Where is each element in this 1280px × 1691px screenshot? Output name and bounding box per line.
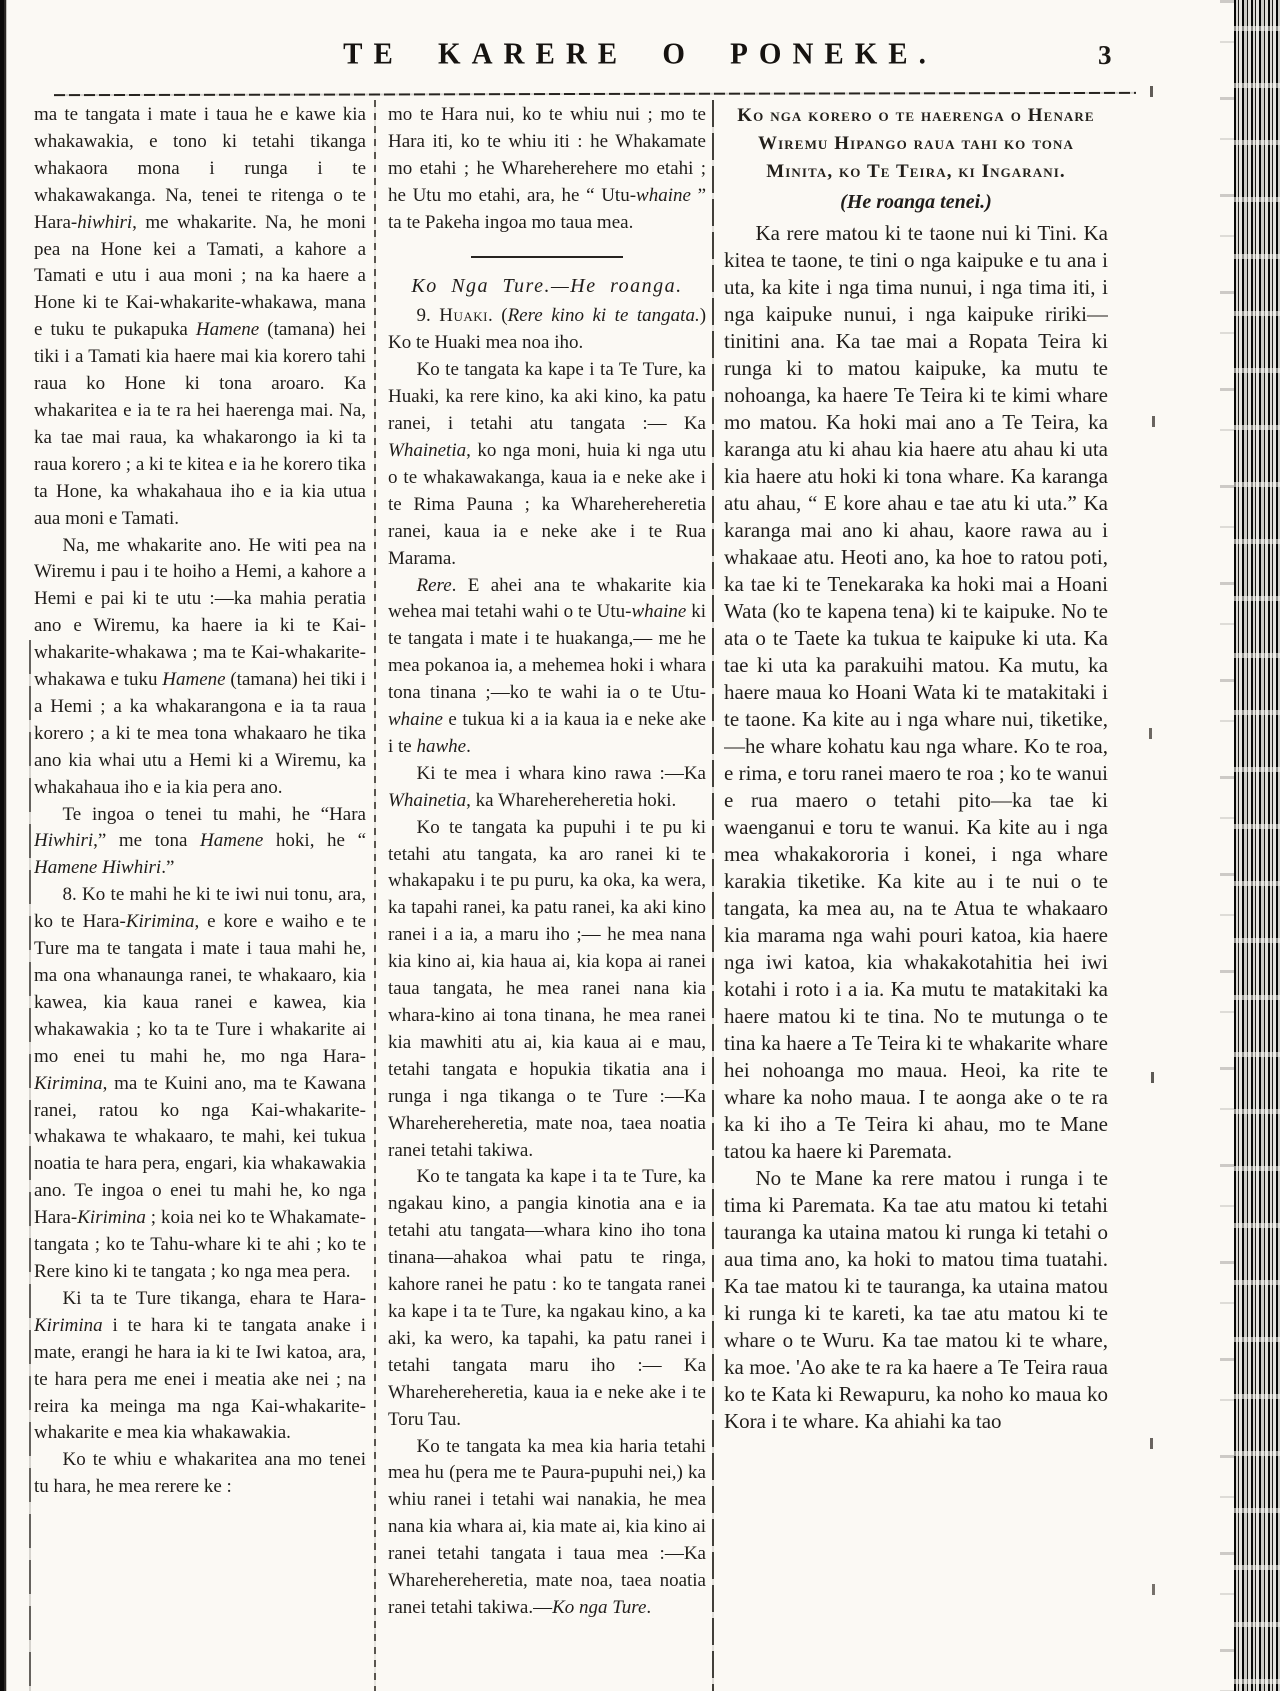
scan-speck-artifacts bbox=[1150, 86, 1153, 97]
paragraph: Na, me whakarite ano. He witi pea na Wiremu i pau i te hoiho a Hemi, a kahore a Hemi e pai ki te utu :—ka mahia peratia ano e Wiremu, ka haere ia ki te Kai-whakarite-whakawa ; ma te Kai-whakarite-whakawa e tuku Hamene (tamana) hei tiki i a Hemi ; a ka whakarangona e ia ta raua korero ; a ki te mea tona whakaaro he tika ano kia whai utu a Hemi ki a Wiremu, ka whakahaua iho e ia kia pera ano. bbox=[34, 534, 366, 798]
section-heading: Ko Nga Ture.—He roanga. bbox=[411, 274, 683, 297]
paragraph: Ko te tangata ka kape i ta Te Ture, ka Huaki, ka rere kino, ka aki kino, ka patu ranei, i tetahi atu tangata :— Ka Whainetia, ko nga moni, huia ki nga utu o te whakawakanga, kaua ia e neke ake i te Rima Pauna ; ka Wharehereheretia ranei, kaua ia e neke ake i te Rua Marama. bbox=[388, 359, 706, 569]
column-2 bbox=[388, 102, 706, 1691]
paragraph: Ko te whiu e whakaritea ana mo tenei tu hara, he mea rerere ke : bbox=[34, 1449, 366, 1498]
paragraph: mo te Hara nui, ko te whiu nui ; mo te Hara iti, ko te whiu iti : he Whakamate mo etahi ; he Whareherehere mo etahi ; he Utu mo etahi, ara, he “ Utu-whaine ” ta te Pakeha ingoa mo taua mea. bbox=[388, 104, 706, 233]
column-1 bbox=[34, 102, 366, 1691]
paragraph: No te Mane ka rere matou i runga i te tima ki Paremata. Ka tae atu matou ki tetahi tauranga ka utaina matou ki runga ki tetahi o aua tima ano, ka hoki to matou tima tuatahi. Ka tae matou ki te tauranga, ka utaina matou ki runga ki te kareti, ka tae atu matou ki te whare o te Wuru. Ka tae matou ki te whare, ka moe. 'Ao ake te ra ka haere a Te Teira raua ko te Kata ki Rewapuru, ka noho ko maua ko Kora i te whare. Ka ahiahi ka tao bbox=[724, 1166, 1108, 1433]
paragraph: Ka rere matou ki te taone nui ki Tini. Ka kitea te taone, te tini o nga kaipuke e tu ana i uta, ka kite i nga tima nunui, i nga tima iti, i nga kaipuke nunui, i nga kaipuke ririki— tinitini ana. Ka tae mai a Ropata Teira ki runga ki to matou kaipuke, ka mutu te nohoanga, ka haere Te Teira ki te kimi whare mo matou. Ka hoki mai ano a Te Teira, ka karanga atu ki ahau kia haere atu ahau ki uta kia haere atu hoki ki tona whare. Ka karanga atu ahau, “ E kore ahau e tae atu ki uta.” Ka karanga mai ano ki ahau, kaore rawa au i whakaae atu. Heoti ano, ka hoe to ratou poti, ka tae ki te Tenekaraka ka hoki mai a Hoani Wata (ko te kapena tena) ki te kaipuke. No te ata o te Taete ka tukua te kaipuke ki uta. Ka tae ki uta ka parakuihi matou. Ka mutu, ka haere maua ko Hoani Wata ki te matakitaki i te taone. Ka kite au i nga whare nui, tiketike,—he whare kohatu kau nga whare. Ko te roa, e rima, e toru ranei maero te roa ; ko te wanui e rua maero o tetahi pito—ka tae ki waenganui e toru te wanui. Ka kite au i nga mea whakakororia i konei, i nga whare karakia tiketike. Ka kite au i te nui o te tangata, ka mea au, na te Atua te whakaaro kia marama nga wahi pouri katoa, kia haere nga iwi katoa, kia whakakotahitia hei iwi kotahi i roto i a ia. Ka mutu te matakitaki ka haere matou ki te tina. No te mutunga o te tina ka haere a Te Teira ki te whakarite whare hei nohoanga mo maua. Heoi, ka rite te whare ka noho maua. I te aonga ake o te ra ka ki iho a Te Teira ki ahau, mo te Mane tatou ka haere ki Paremata. bbox=[724, 221, 1108, 1163]
scan-left-edge-artifact bbox=[0, 0, 7, 1691]
paragraph: ma te tangata i mate i taua he e kawe kia whakawakia, e tono ki tetahi tikanga whakaora mona i runga i te whakawakanga. Na, tenei te ritenga o te Hara-hiwhiri, me whakarite. Na, he moni pea na Hone kei a Tamati, a kahore a Tamati e utu i aua moni ; na ka haere a Hone ki te Kai-whakarite-whakawa, mana e tuku te pukapuka Hamene (tamana) hei tiki i a Tamati kia haere mai kia korero tahi raua ko Hone ki tona aroaro. Ka whakaritea e ia te ra hei haerenga mai. Na, ka tae mai raua, ka whakarongo ia ki ta raua korero ; a ki te kitea e ia he korero tika ta Hone, ka whakahaua iho e ia kia utua aua moni e Tamati. bbox=[34, 104, 366, 529]
masthead-rule bbox=[54, 92, 1136, 96]
paragraph: Rere. E ahei ana te whakarite kia wehea mai tetahi wahi o te Utu-whaine ki te tangata i mate i te huakanga,— me he mea pokanoa ia, a mehemea hoki i whara tona tinana ;—ko te wahi ia o te Utu-whaine e tukua ki a ia kaua ia e neke ake i te hawhe. bbox=[388, 574, 706, 757]
paragraph: Ko te tangata ka mea kia haria tetahi mea hu (pera me te Paura-pupuhi nei,) ka whiu ranei i tetahi wai nanakia, he mea nana kia whara ai, kia mate ai, kia kino ai ranei tetahi tangata i taua mea :—Ka Wharehereheretia, mate noa, taea noatia ranei tetahi takiwa.—Ko nga Ture. bbox=[388, 1435, 706, 1618]
paragraph: Ko te tangata ka pupuhi i te pu ki tetahi atu tangata, ka aro ranei ki te whakapaku i te pu puru, ka oka, ka wera, ka tapahi ranei, ka patu ranei, ka aki kino ranei i a ia, a maru iho ;— he mea nana kia kino ai, kia haua ai, kia kopa ai ranei taua tangata, he mea ranei nana kia whara-kino ai tona tinana, he mea ranei kia mawhiti atu ai, kia kaua ai e mau, tetahi tangata e hopukia tikatia ana i runga i nga tikanga o te Ture :—Ka Wharehereheretia, mate noa, taea noatia ranei tetahi takiwa. bbox=[388, 816, 706, 1161]
scan-fold-line-artifact bbox=[29, 640, 31, 1691]
article-heading-line: Ko nga korero o te haerenga o Henare bbox=[737, 105, 1095, 126]
column-3 bbox=[724, 102, 1108, 1691]
masthead-title: TE KARERE O PONEKE. bbox=[343, 37, 937, 71]
masthead bbox=[140, 38, 1140, 71]
paragraph: Ki te mea i whara kino rawa :—Ka Whainetia, ka Wharehereheretia hoki. bbox=[388, 762, 706, 811]
column-divider bbox=[374, 100, 376, 1691]
section-divider-rule bbox=[471, 256, 623, 258]
column-divider bbox=[712, 100, 714, 1691]
article-heading-line: Wiremu Hipango raua tahi ko tona bbox=[758, 133, 1074, 154]
article-heading bbox=[724, 102, 1108, 186]
scan-film-edge-artifact bbox=[1234, 0, 1280, 1691]
paragraph: Te ingoa o tenei tu mahi, he “Hara Hiwhiri,” me tona Hamene hoki, he “ Hamene Hiwhiri.” bbox=[34, 803, 366, 879]
article-subheading: (He roanga tenei.) bbox=[840, 191, 992, 213]
paragraph: Ko te tangata ka kape i ta te Ture, ka ngakau kino, a pangia kinotia ana e ia tetahi atu tangata—whara kino iho tona tinana—ahakoa whai patu te ringa, kahore ranei he patu : ko te tangata ranei ka kape i ta te Ture, ka ngakau kino, a ka aki, ka wero, ka tapahi, ka patu ranei i tetahi tangata maru iho :— Ka Wharehereheretia, kaua ia e neke ake i te Toru Tau. bbox=[388, 1166, 706, 1430]
page-number: 3 bbox=[1098, 40, 1112, 70]
paragraph: 9. Huaki. (Rere kino ki te tangata.) Ko te Huaki mea noa iho. bbox=[388, 305, 706, 354]
paragraph: 8. Ko te mahi he ki te iwi nui tonu, ara, ko te Hara-Kirimina, e kore e waiho e te Ture ma te tangata i mate i taua mahi he, ma ona whanaunga ranei, te whakaaro, kia kawea, kia kaua ranei e kawea, kia whakawakia ; ko ta te Ture i whakarite ai mo enei tu mahi he, mo nga Hara-Kirimina, ma te Kuini ano, ma te Kawana ranei, ratou ko nga Kai-whakarite-whakawa te whakaaro, te mahi, kei tukua noatia te hara pera, engari, kia whakawakia ano. Te ingoa o enei tu mahi he, ko nga Hara-Kirimina ; koia nei ko te Whakamate-tangata ; ko te Tahu-whare ki te ahi ; ko te Rere kino ki te tangata ; ko nga mea pera. bbox=[34, 884, 366, 1282]
article-heading-line: Minita, ko Te Teira, ki Ingarani. bbox=[766, 161, 1066, 182]
paragraph: Ki ta te Ture tikanga, ehara te Hara-Kirimina i te hara ki te tangata anake i mate, erangi he hara ia ki te Iwi katoa, ara, te hara pera me enei i meatia ake nei ; na reira ka meinga ma nga Kai-whakarite-whakarite e mea kia whakawakia. bbox=[34, 1287, 366, 1444]
